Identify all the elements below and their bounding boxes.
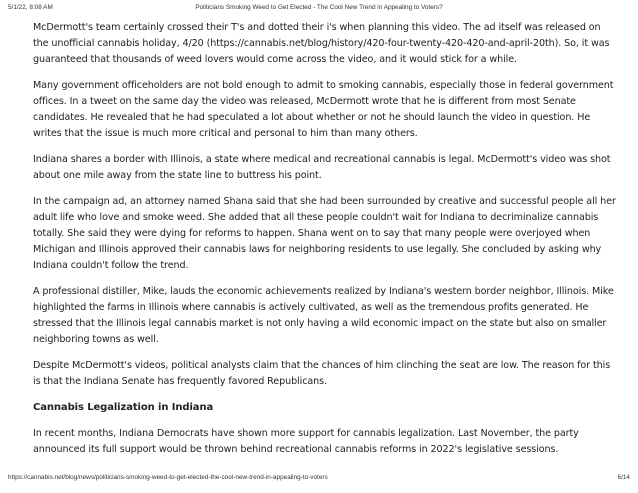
- article-body: [33, 20, 618, 468]
- paragraph: Indiana shares a border with Illinois, a state where medical and recreational cannabis is legal. McDermott's video was shot about one mile away from the state line to buttress his point.: [33, 154, 611, 181]
- paragraph: McDermott's team certainly crossed their T's and dotted their i's when planning this video. The ad itself was released on the unofficial cannabis holiday, 4/20 (https://cannabis.net/blog/history/420-four-twenty-420-420-and-april-20th). So, it was guaranteed that thousands of weed lovers would come across the video, and it would stick for a while.: [33, 22, 610, 65]
- print-header: [0, 4, 638, 14]
- page-number: 6/14: [617, 474, 630, 481]
- paragraph: Many government officeholders are not bold enough to admit to smoking cannabis, especially those in federal government offices. In a tweet on the same day the video was released, McDermott wrote that he is different from most Senate candidates. He revealed that he had speculated a lot about whether or not he should launch the video in question. He writes that the issue is much more critical and personal to him than many others.: [33, 80, 614, 139]
- paragraph: Despite McDermott's videos, political analysts claim that the chances of him clinching the seat are low. The reason for this is that the Indiana Senate has frequently favored Republicans.: [33, 360, 611, 387]
- paragraph: In recent months, Indiana Democrats have shown more support for cannabis legalization. Last November, the party announced its full support would be thrown behind recreational cannabis reforms in 2022's legislative sessions.: [33, 428, 579, 455]
- print-title: Politicians Smoking Weed to Get Elected - The Cool New Trend in Appealing to Voters?: [195, 4, 443, 11]
- print-date: 5/1/22, 8:08 AM: [8, 4, 53, 11]
- paragraph: A professional distiller, Mike, lauds the economic achievements realized by Indiana's western border neighbor, Illinois. Mike highlighted the farms in Illinois where cannabis is actively cultivated, as well as the tremendous profits generated. He stressed that the Illinois legal cannabis market is not only having a wild economic impact on the state but also on smaller neighboring towns as well.: [33, 286, 614, 345]
- paragraph: In the campaign ad, an attorney named Shana said that she had been surrounded by creative and successful people all her adult life who love and smoke weed. She added that all these people couldn't wait for Indiana to decriminalize cannabis totally. She said they were dying for reforms to happen. Shana went on to say that many people were overjoyed when Michigan and Illinois approved their cannabis laws for neighboring residents to use legally. She concluded by asking why Indiana couldn't follow the trend.: [33, 196, 616, 271]
- section-heading: Cannabis Legalization in Indiana: [33, 402, 214, 413]
- print-footer: [0, 474, 638, 484]
- print-url: https://cannabis.net/blog/news/politicians-smoking-weed-to-get-elected-the-cool-new-trend-in-appealing-to-voters: [8, 474, 328, 481]
